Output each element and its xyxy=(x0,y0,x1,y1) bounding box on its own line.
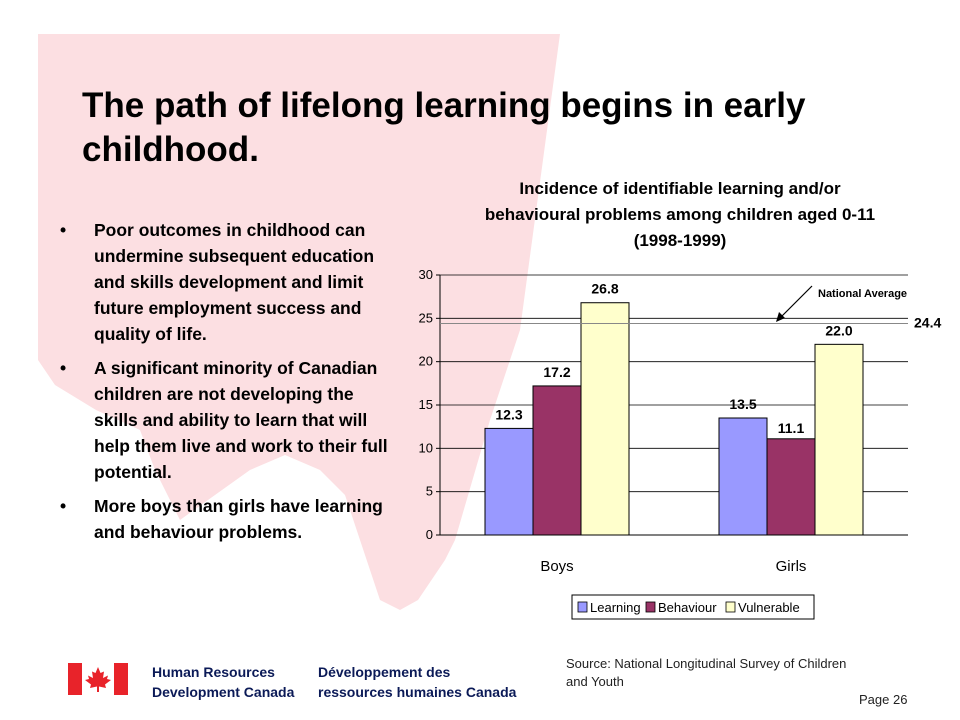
department-name-line: Développement des xyxy=(318,664,451,680)
canada-flag-icon xyxy=(68,663,128,695)
y-tick-label: 20 xyxy=(418,353,433,369)
department-name-english xyxy=(152,662,294,702)
legend-swatch xyxy=(646,602,655,612)
department-name-line: Human Resources xyxy=(152,664,275,680)
y-tick-label: 5 xyxy=(425,483,433,499)
page-number: Page 26 xyxy=(859,692,908,707)
bar-behaviour xyxy=(767,439,815,535)
department-name-french xyxy=(318,662,516,702)
data-label: 12.3 xyxy=(495,406,523,423)
bullet-item: • More boys than girls have learning and behaviour problems. xyxy=(58,493,398,545)
legend-label: Behaviour xyxy=(658,600,717,615)
category-label: Boys xyxy=(540,558,574,575)
y-tick-label: 30 xyxy=(418,267,433,282)
legend-swatch xyxy=(726,602,735,612)
arrow-head-icon xyxy=(776,312,785,322)
chart-title: Incidence of identifiable learning and/or behavioural problems among children aged 0-11 (1998-1999) xyxy=(484,179,876,250)
bar-behaviour xyxy=(533,386,581,535)
bar-chart xyxy=(400,255,960,635)
bullet-item: • Poor outcomes in childhood can undermine subsequent education and skills development and limit future employment success and quality of life. xyxy=(58,217,398,347)
category-label: Girls xyxy=(775,558,807,575)
reference-value-label: 24.4 xyxy=(914,314,942,331)
data-label: 22.0 xyxy=(825,322,853,339)
y-tick-label: 15 xyxy=(418,397,433,412)
bullet-list xyxy=(58,217,398,553)
legend-label: Vulnerable xyxy=(738,600,800,615)
y-tick-label: 0 xyxy=(425,527,433,542)
legend-swatch xyxy=(578,602,587,612)
data-label: 11.1 xyxy=(777,419,805,436)
data-label: 26.8 xyxy=(591,280,619,297)
data-label: 17.2 xyxy=(543,363,571,380)
bar-vulnerable xyxy=(581,303,629,535)
y-tick-label: 25 xyxy=(418,310,433,326)
slide-title: The path of lifelong learning begins in early childhood. xyxy=(82,86,806,169)
legend-label: Learning xyxy=(590,600,641,615)
reference-line-label: National Average xyxy=(818,288,908,300)
department-name-line: Development Canada xyxy=(152,684,295,700)
bullet-item: • A significant minority of Canadian children are not developing the skills and ability to learn that will help them live and work to their full potential. xyxy=(58,355,398,485)
data-label: 13.5 xyxy=(729,396,757,412)
bar-learning xyxy=(719,418,767,535)
bar-learning xyxy=(485,428,533,535)
bar-vulnerable xyxy=(815,344,863,535)
reference-line-arrow xyxy=(780,286,812,318)
department-name-line: ressources humaines Canada xyxy=(318,684,517,700)
source-note: Source: National Longitudinal Survey of Children and Youth xyxy=(566,656,847,689)
y-tick-label: 10 xyxy=(418,440,433,456)
